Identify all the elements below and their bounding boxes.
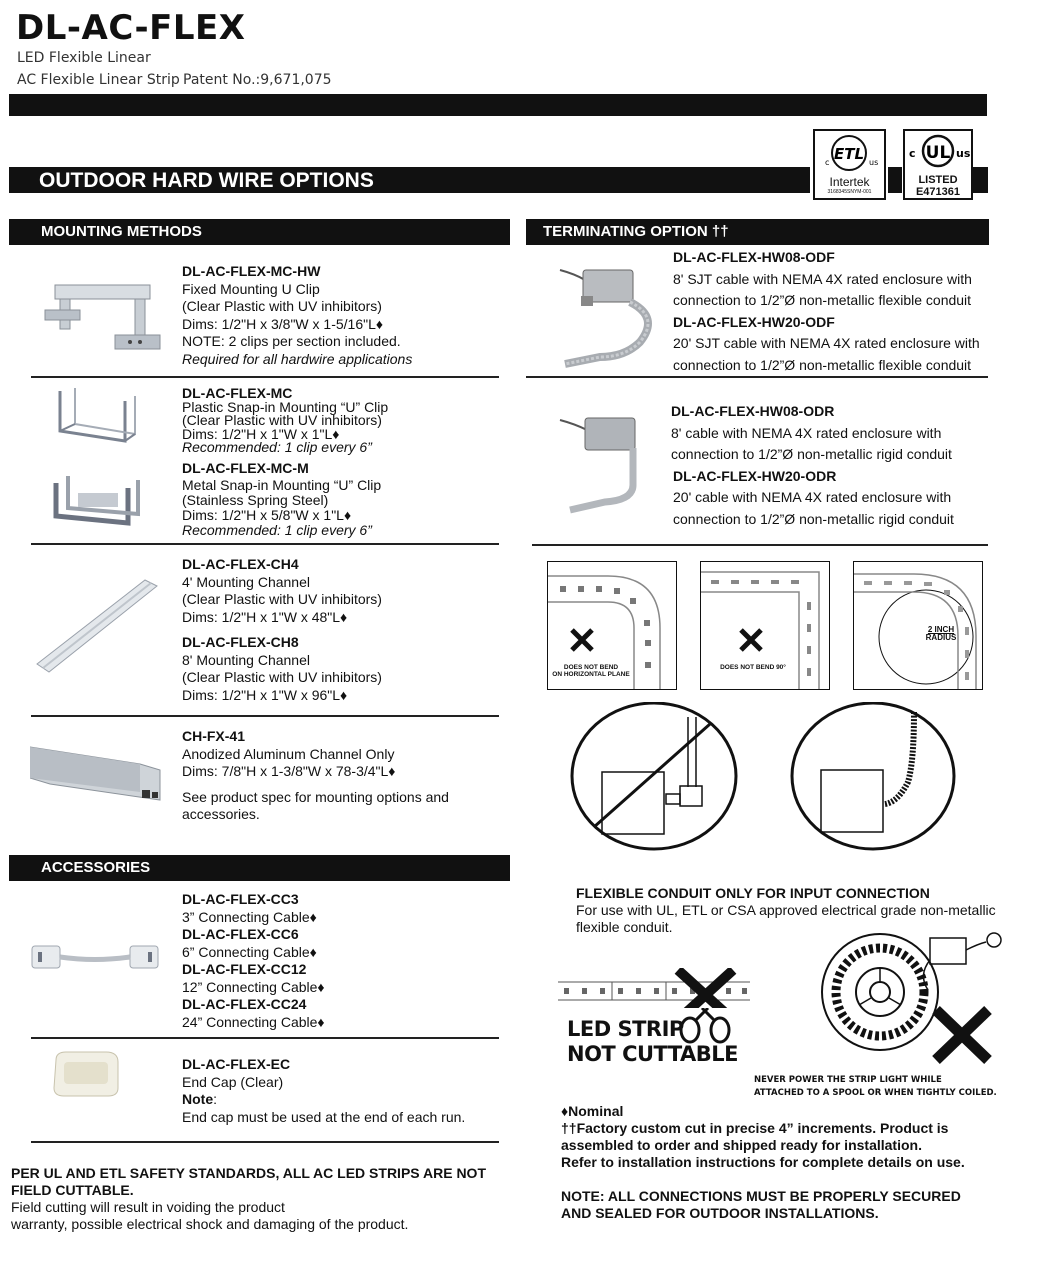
ch8-line: Dims: 1/2"H x 1"W x 96"L♦	[182, 686, 348, 703]
mc-hw-line: Dims: 1/2"H x 3/8"W x 1-5/16"L♦	[182, 315, 384, 332]
mc-m-line: Recommended: 1 clip every 6”	[182, 521, 372, 538]
end-cap-image	[50, 1048, 122, 1100]
ul-listed: LISTED	[918, 174, 958, 186]
section-title: OUTDOOR HARD WIRE OPTIONS	[9, 167, 810, 193]
ec-note-label: Note	[182, 1091, 214, 1107]
bend-label: DOES NOT BEND 90°	[720, 664, 786, 671]
subtitle-led: LED Flexible Linear	[17, 50, 151, 66]
mc-hw-line: Required for all hardwire applications	[182, 350, 413, 367]
footnote-line: assembled to order and shipped ready for installation.	[561, 1137, 922, 1153]
divider	[31, 715, 499, 717]
rigid-conduit-prohibited-diagram	[570, 702, 745, 852]
led-strip-cut-image	[558, 968, 753, 1008]
svg-text:UL: UL	[925, 143, 951, 163]
coiled-spool-diagram	[818, 930, 1008, 1070]
svg-text:ETL: ETL	[833, 145, 865, 163]
mc-m-code: DL-AC-FLEX-MC-M	[182, 460, 309, 476]
chfx-line: accessories.	[182, 806, 260, 822]
etl-logo	[813, 129, 886, 200]
mounting-methods-heading: MOUNTING METHODS	[9, 219, 510, 245]
ec-line: End cap must be used at the end of each run.	[182, 1108, 466, 1125]
odf20-code: DL-AC-FLEX-HW20-ODF	[673, 313, 835, 330]
ch4-code: DL-AC-FLEX-CH4	[182, 556, 299, 572]
bar-segment	[973, 167, 988, 193]
odr20-line: 20' cable with NEMA 4X rated enclosure with	[673, 489, 952, 505]
cc24-desc: 24” Connecting Cable♦	[182, 1013, 325, 1030]
footnote-line: ††Factory custom cut in precise 4” increments. Product is	[561, 1120, 949, 1136]
divider	[31, 1037, 499, 1039]
odf08-line: 8' SJT cable with NEMA 4X rated enclosure with	[673, 270, 972, 287]
bend-label: DOES NOT BEND	[563, 664, 619, 671]
bend-radius-diagram	[853, 561, 983, 690]
conduit-line: flexible conduit.	[576, 919, 673, 935]
ch8-line: 8' Mounting Channel	[182, 651, 310, 668]
mc-m-line: Dims: 1/2"H x 5/8"W x 1"L♦	[182, 506, 352, 523]
patent-number: Patent No.:9,671,075	[183, 72, 332, 88]
safety-note	[11, 1165, 486, 1233]
bend-label: ON HORIZONTAL PLANE	[552, 671, 630, 678]
svg-text:us: us	[869, 158, 879, 167]
mc-hw-line: (Clear Plastic with UV inhibitors)	[182, 298, 382, 314]
radius-label: 2 INCH	[927, 625, 955, 634]
not-cuttable-line: LED STRIP	[567, 1017, 684, 1041]
footnote-line: AND SEALED FOR OUTDOOR INSTALLATIONS.	[561, 1205, 879, 1221]
flexible-conduit-enclosure-image	[545, 262, 667, 372]
spool-line: NEVER POWER THE STRIP LIGHT WHILE	[754, 1075, 942, 1085]
footnotes	[561, 1103, 965, 1222]
mc-m-line: Metal Snap-in Mounting “U” Clip	[182, 476, 382, 493]
odr08-code: DL-AC-FLEX-HW08-ODR	[671, 403, 835, 419]
ul-number: E471361	[915, 186, 961, 198]
cc6-desc: 6” Connecting Cable♦	[182, 943, 317, 960]
ch4-line: (Clear Plastic with UV inhibitors)	[182, 591, 382, 607]
spool-warning	[754, 1074, 997, 1100]
odf08-code: DL-AC-FLEX-HW08-ODF	[673, 249, 835, 265]
radius-label: RADIUS	[925, 633, 957, 642]
mc-line: Dims: 1/2"H x 1"W x 1"L♦	[182, 425, 340, 442]
odf20-line: 20' SJT cable with NEMA 4X rated enclosure with	[673, 335, 980, 351]
divider	[31, 543, 499, 545]
mc-code: DL-AC-FLEX-MC	[182, 385, 293, 401]
ec-line: End Cap (Clear)	[182, 1073, 284, 1090]
odf20-line: connection to 1/2”Ø non-metallic flexible conduit	[673, 356, 972, 373]
safety-line: FIELD CUTTABLE.	[11, 1182, 134, 1198]
ul-logo	[903, 129, 973, 200]
mc-line: Plastic Snap-in Mounting “U” Clip	[182, 398, 389, 415]
spool-line: ATTACHED TO A SPOOL OR WHEN TIGHTLY COILED.	[754, 1088, 997, 1098]
odr08-line: 8' cable with NEMA 4X rated enclosure with	[671, 424, 942, 441]
divider	[31, 376, 499, 378]
flexible-conduit-allowed-diagram	[788, 702, 960, 852]
cc12-code: DL-AC-FLEX-CC12	[182, 961, 307, 977]
ch8-line: (Clear Plastic with UV inhibitors)	[182, 669, 382, 685]
mc-block	[182, 387, 388, 455]
ch4-line: Dims: 1/2"H x 1"W x 48"L♦	[182, 608, 348, 625]
fixed-clip-image	[40, 275, 162, 357]
footnote-line: NOTE: ALL CONNECTIONS MUST BE PROPERLY SECURED	[561, 1188, 961, 1204]
etl-mark-icon	[815, 131, 884, 173]
mc-hw-line: Fixed Mounting U Clip	[182, 280, 320, 297]
aluminum-channel-image	[30, 742, 162, 804]
chfx-code: CH-FX-41	[182, 728, 246, 744]
etl-code: 3168345SNYM-001	[827, 189, 872, 195]
bend-90-diagram	[700, 561, 830, 690]
footnote-line: Refer to installation instructions for complete details on use.	[561, 1154, 965, 1170]
cc3-code: DL-AC-FLEX-CC3	[182, 891, 299, 907]
bend-horizontal-diagram	[547, 561, 677, 690]
rigid-conduit-enclosure-image	[545, 410, 667, 522]
mc-line: Recommended: 1 clip every 6”	[182, 439, 372, 455]
divider	[526, 376, 988, 378]
safety-line: PER UL AND ETL SAFETY STANDARDS, ALL AC LED STRIPS ARE NOT	[11, 1165, 486, 1181]
odf08-line: connection to 1/2”Ø non-metallic flexible conduit	[673, 292, 972, 308]
chfx-line: Dims: 7/8"H x 1-3/8"W x 78-3/4"L♦	[182, 763, 396, 779]
conduit-note	[576, 885, 996, 936]
svg-text:us: us	[956, 147, 971, 160]
cc3-desc: 3” Connecting Cable♦	[182, 908, 317, 925]
mounting-channel-image	[35, 572, 160, 682]
odr20-code: DL-AC-FLEX-HW20-ODR	[673, 467, 837, 484]
mc-hw-code: DL-AC-FLEX-MC-HW	[182, 263, 321, 279]
safety-line: Field cutting will result in voiding the product	[11, 1199, 285, 1215]
ul-mark-icon	[905, 131, 971, 171]
cc-block	[182, 891, 325, 1031]
safety-line: warranty, possible electrical shock and damaging of the product.	[11, 1216, 409, 1232]
subtitle-strip: AC Flexible Linear Strip	[17, 72, 180, 88]
ch8-block	[182, 634, 382, 704]
odf-block	[673, 247, 980, 376]
divider	[31, 1141, 499, 1143]
ec-block: DL-AC-FLEX-EC End Cap (Clear) Note: End cap must be used at the end of each run.	[182, 1056, 466, 1125]
divider	[532, 544, 988, 546]
mc-m-block	[182, 460, 381, 538]
conduit-line: For use with UL, ETL or CSA approved electrical grade non-metallic	[576, 902, 996, 918]
chfx-block	[182, 728, 449, 824]
accessories-heading: ACCESSORIES	[9, 855, 510, 881]
ch4-line: 4' Mounting Channel	[182, 573, 310, 590]
connecting-cable-image	[30, 940, 160, 974]
odr20-line: connection to 1/2”Ø non-metallic rigid conduit	[673, 510, 954, 527]
cc12-desc: 12” Connecting Cable♦	[182, 978, 325, 995]
nominal-note: ♦Nominal	[561, 1103, 624, 1119]
plastic-clip-image	[50, 386, 140, 448]
mc-hw-line: NOTE: 2 clips per section included.	[182, 333, 401, 349]
cc24-code: DL-AC-FLEX-CC24	[182, 996, 307, 1012]
svg-text:c: c	[825, 158, 830, 167]
conduit-title: FLEXIBLE CONDUIT ONLY FOR INPUT CONNECTION	[576, 885, 930, 901]
bar-segment	[888, 167, 902, 193]
ch8-code: DL-AC-FLEX-CH8	[182, 634, 299, 650]
metal-clip-image	[48, 468, 143, 530]
not-cuttable-label	[567, 1017, 738, 1067]
ch4-block	[182, 556, 382, 626]
odr-block	[671, 401, 954, 530]
odr08-line: connection to 1/2”Ø non-metallic rigid conduit	[671, 446, 952, 462]
mc-line: (Clear Plastic with UV inhibitors)	[182, 412, 382, 428]
product-title: DL-AC-FLEX	[16, 8, 246, 48]
ec-code: DL-AC-FLEX-EC	[182, 1056, 291, 1072]
chfx-line: Anodized Aluminum Channel Only	[182, 745, 395, 762]
not-cuttable-line: NOT CUTTABLE	[567, 1042, 739, 1066]
svg-text:c: c	[909, 147, 916, 160]
etl-brand: Intertek	[829, 175, 870, 189]
cc6-code: DL-AC-FLEX-CC6	[182, 926, 299, 942]
mc-m-line: (Stainless Spring Steel)	[182, 491, 329, 508]
header-bar	[9, 94, 987, 116]
terminating-heading: TERMINATING OPTION ††	[526, 219, 989, 245]
mc-hw-block	[182, 263, 412, 368]
chfx-line: See product spec for mounting options and	[182, 788, 449, 805]
